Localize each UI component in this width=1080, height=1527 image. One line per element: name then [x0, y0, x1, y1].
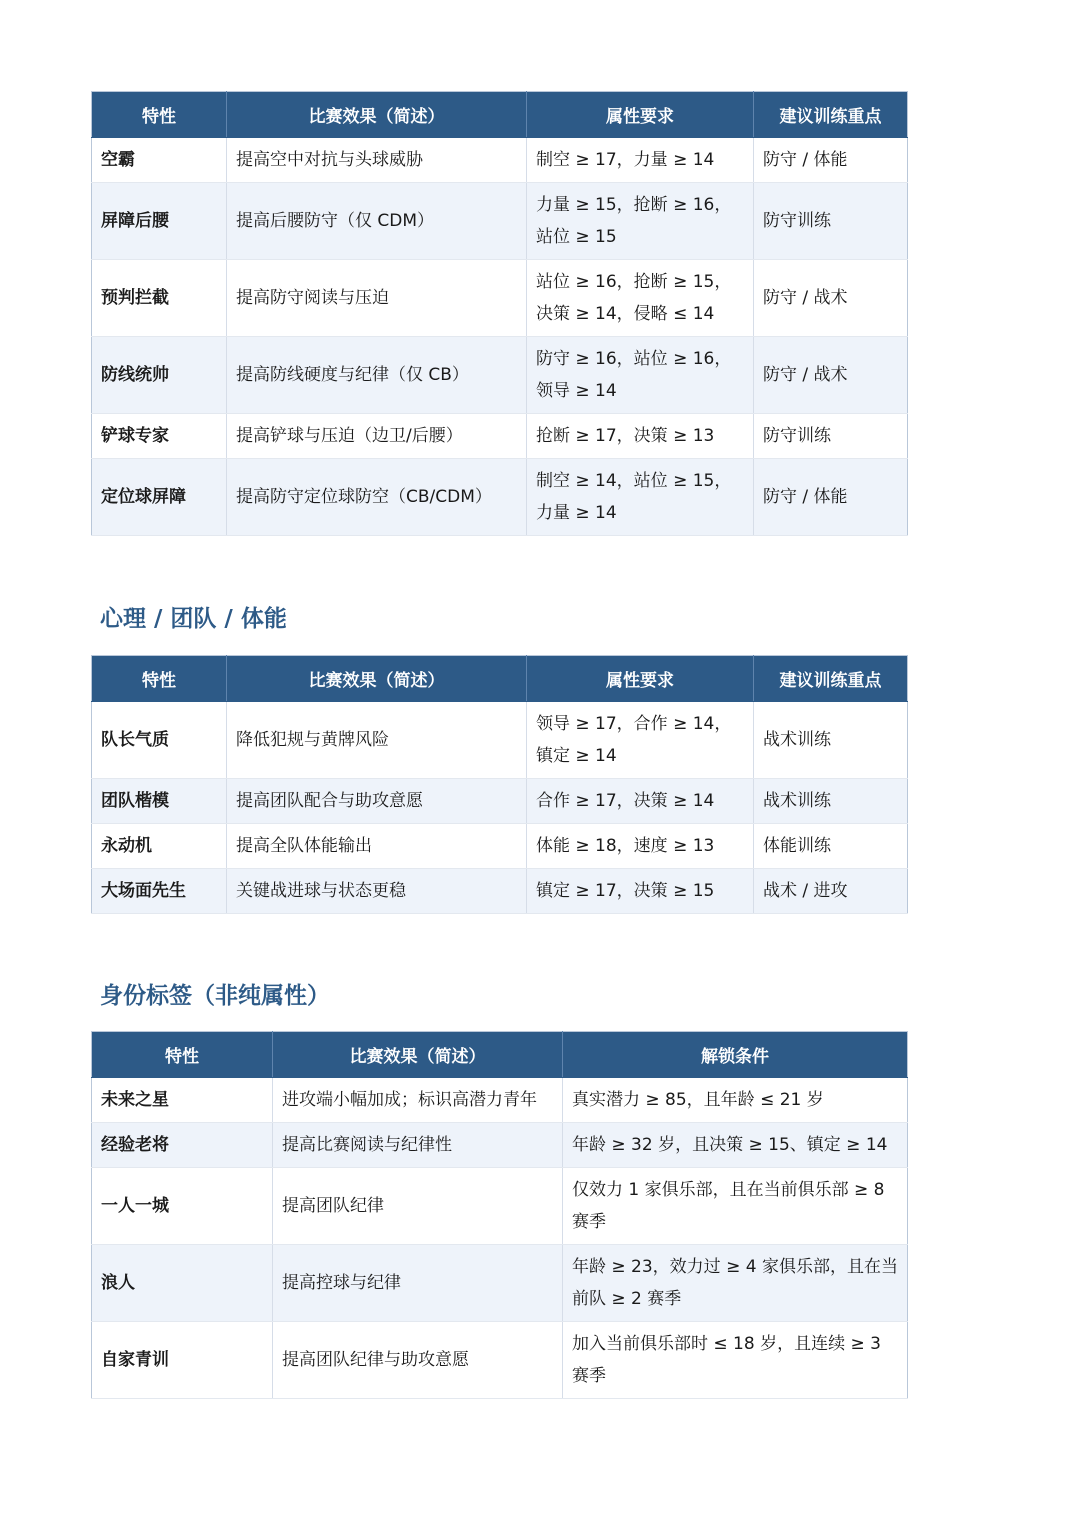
table-header	[92, 92, 908, 138]
table-cell: 真实潜力 ≥ 85，且年龄 ≤ 21 岁	[563, 1078, 908, 1123]
trait-name-cell: 未来之星	[92, 1078, 273, 1123]
table-cell: 仅效力 1 家俱乐部，且在当前俱乐部 ≥ 8 赛季	[563, 1168, 908, 1245]
table-row	[92, 1168, 908, 1245]
column-header: 比赛效果（简述）	[227, 656, 527, 702]
trait-name-cell: 团队楷模	[92, 779, 227, 824]
table-cell: 防守训练	[754, 183, 908, 260]
table-row	[92, 1078, 908, 1123]
table-cell: 提高比赛阅读与纪律性	[273, 1123, 563, 1168]
column-header: 特性	[92, 656, 227, 702]
table-cell: 站位 ≥ 16，抢断 ≥ 15，决策 ≥ 14，侵略 ≤ 14	[527, 260, 754, 337]
table-header	[92, 656, 908, 702]
table-row	[92, 824, 908, 869]
table-cell: 抢断 ≥ 17，决策 ≥ 13	[527, 414, 754, 459]
table-cell: 防守 / 战术	[754, 260, 908, 337]
table-cell: 年龄 ≥ 32 岁，且决策 ≥ 15、镇定 ≥ 14	[563, 1123, 908, 1168]
table-cell: 防守 / 体能	[754, 138, 908, 183]
column-header: 建议训练重点	[754, 656, 908, 702]
table-cell: 提高控球与纪律	[273, 1245, 563, 1322]
trait-name-cell: 浪人	[92, 1245, 273, 1322]
column-header: 解锁条件	[563, 1032, 908, 1078]
table-cell: 提高防线硬度与纪律（仅 CB）	[227, 337, 527, 414]
table-cell: 领导 ≥ 17，合作 ≥ 14，镇定 ≥ 14	[527, 702, 754, 779]
table-cell: 提高铲球与压迫（边卫/后腰）	[227, 414, 527, 459]
section-title-identity-tags: 身份标签（非纯属性）	[100, 983, 330, 1009]
table-cell: 体能训练	[754, 824, 908, 869]
column-header: 属性要求	[527, 656, 754, 702]
table-cell: 制空 ≥ 17，力量 ≥ 14	[527, 138, 754, 183]
table-row	[92, 414, 908, 459]
table-row	[92, 260, 908, 337]
table-cell: 提高防守定位球防空（CB/CDM）	[227, 459, 527, 536]
table-row	[92, 869, 908, 914]
table-header	[92, 1032, 908, 1078]
table-cell: 进攻端小幅加成；标识高潜力青年	[273, 1078, 563, 1123]
table-row	[92, 459, 908, 536]
table-cell: 加入当前俱乐部时 ≤ 18 岁，且连续 ≥ 3 赛季	[563, 1322, 908, 1399]
table-row	[92, 779, 908, 824]
table-cell: 降低犯规与黄牌风险	[227, 702, 527, 779]
table-row	[92, 138, 908, 183]
trait-name-cell: 空霸	[92, 138, 227, 183]
trait-name-cell: 一人一城	[92, 1168, 273, 1245]
table-cell: 防守 / 体能	[754, 459, 908, 536]
trait-name-cell: 队长气质	[92, 702, 227, 779]
table-cell: 战术训练	[754, 702, 908, 779]
trait-name-cell: 经验老将	[92, 1123, 273, 1168]
defense-traits-table	[91, 91, 908, 536]
table-cell: 年龄 ≥ 23，效力过 ≥ 4 家俱乐部，且在当前队 ≥ 2 赛季	[563, 1245, 908, 1322]
trait-name-cell: 防线统帅	[92, 337, 227, 414]
trait-name-cell: 预判拦截	[92, 260, 227, 337]
table-row	[92, 183, 908, 260]
column-header: 特性	[92, 1032, 273, 1078]
trait-name-cell: 铲球专家	[92, 414, 227, 459]
column-header: 特性	[92, 92, 227, 138]
identity-tags-table	[91, 1031, 908, 1399]
table-cell: 提高防守阅读与压迫	[227, 260, 527, 337]
table-row	[92, 1322, 908, 1399]
table-cell: 提高后腰防守（仅 CDM）	[227, 183, 527, 260]
table-cell: 防守 / 战术	[754, 337, 908, 414]
mental-team-traits-table	[91, 655, 908, 914]
table-row	[92, 1245, 908, 1322]
table-row	[92, 702, 908, 779]
trait-name-cell: 定位球屏障	[92, 459, 227, 536]
column-header: 建议训练重点	[754, 92, 908, 138]
table-cell: 提高空中对抗与头球威胁	[227, 138, 527, 183]
trait-name-cell: 屏障后腰	[92, 183, 227, 260]
column-header: 属性要求	[527, 92, 754, 138]
table-cell: 提高全队体能输出	[227, 824, 527, 869]
trait-name-cell: 永动机	[92, 824, 227, 869]
table-cell: 战术训练	[754, 779, 908, 824]
table-cell: 提高团队纪律与助攻意愿	[273, 1322, 563, 1399]
table-cell: 制空 ≥ 14，站位 ≥ 15，力量 ≥ 14	[527, 459, 754, 536]
table-cell: 防守 ≥ 16，站位 ≥ 16，领导 ≥ 14	[527, 337, 754, 414]
table-cell: 关键战进球与状态更稳	[227, 869, 527, 914]
table-cell: 镇定 ≥ 17，决策 ≥ 15	[527, 869, 754, 914]
table-cell: 合作 ≥ 17，决策 ≥ 14	[527, 779, 754, 824]
table-row	[92, 1123, 908, 1168]
trait-name-cell: 大场面先生	[92, 869, 227, 914]
table-cell: 防守训练	[754, 414, 908, 459]
table-cell: 体能 ≥ 18，速度 ≥ 13	[527, 824, 754, 869]
column-header: 比赛效果（简述）	[273, 1032, 563, 1078]
table-cell: 力量 ≥ 15，抢断 ≥ 16，站位 ≥ 15	[527, 183, 754, 260]
table-cell: 战术 / 进攻	[754, 869, 908, 914]
section-title-mental-team-physical: 心理 / 团队 / 体能	[100, 606, 287, 632]
table-cell: 提高团队配合与助攻意愿	[227, 779, 527, 824]
column-header: 比赛效果（简述）	[227, 92, 527, 138]
table-cell: 提高团队纪律	[273, 1168, 563, 1245]
table-row	[92, 337, 908, 414]
trait-name-cell: 自家青训	[92, 1322, 273, 1399]
